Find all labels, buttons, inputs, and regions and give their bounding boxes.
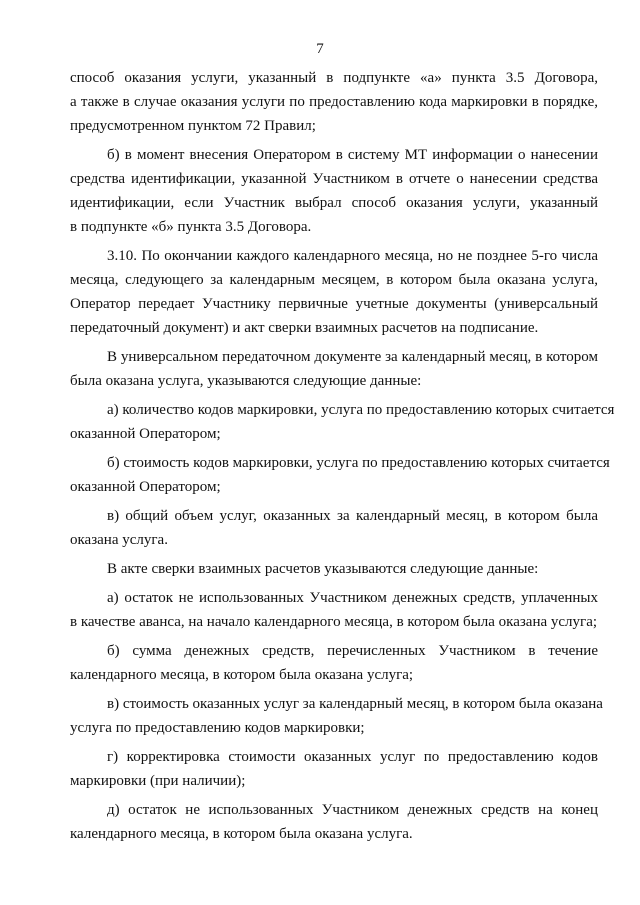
paragraph-upd-item-b bbox=[70, 451, 610, 499]
text-line: б) сумма денежных средств, перечисленных Участником в течение bbox=[107, 643, 598, 659]
paragraph-upd-item-v bbox=[70, 504, 598, 552]
paragraph-act-item-b bbox=[70, 639, 598, 687]
text-line: маркировки (при наличии); bbox=[70, 773, 246, 789]
text-line: 3.10. По окончании каждого календарного месяца, но не позднее 5-го числа bbox=[107, 248, 598, 264]
text-line: д) остаток не использованных Участником денежных средств на конец bbox=[107, 802, 598, 818]
page-number: 7 bbox=[316, 41, 324, 57]
text-line: б) стоимость кодов маркировки, услуга по предоставлению которых считается bbox=[107, 455, 610, 471]
text-line: а также в случае оказания услуги по предоставлению кода маркировки в порядке, bbox=[70, 94, 598, 110]
text-line: идентификации, если Участник выбрал способ оказания услуги, указанный bbox=[70, 195, 598, 211]
text-line: в) общий объем услуг, оказанных за календарный месяц, в котором была bbox=[107, 508, 598, 524]
text-line: календарного месяца, в котором была оказана услуга. bbox=[70, 826, 413, 842]
text-line: предусмотренном пунктом 72 Правил; bbox=[70, 118, 316, 134]
text-line: календарного месяца, в котором была оказана услуга; bbox=[70, 667, 414, 683]
text-line: оказанной Оператором; bbox=[70, 426, 221, 442]
paragraph-act-item-d bbox=[70, 798, 598, 846]
text-line: г) корректировка стоимости оказанных услуг по предоставлению кодов bbox=[107, 749, 598, 765]
paragraph-clause-3-10 bbox=[70, 244, 598, 340]
paragraph-upd-intro bbox=[70, 345, 598, 393]
paragraph-act-item-v bbox=[70, 692, 603, 740]
text-line: передаточный документ) и акт сверки взаимных расчетов на подписание. bbox=[70, 320, 539, 336]
text-line: в качестве аванса, на начало календарного месяца, в котором была оказана услуга; bbox=[70, 614, 598, 630]
text-line: услуга по предоставлению кодов маркировки; bbox=[70, 720, 365, 736]
text-line: а) количество кодов маркировки, услуга по предоставлению которых считается bbox=[107, 402, 615, 418]
text-line: в подпункте «б» пункта 3.5 Договора. bbox=[70, 219, 312, 235]
text-line: а) остаток не использованных Участником денежных средств, уплаченных bbox=[107, 590, 598, 606]
text-line: способ оказания услуги, указанный в подпункте «а» пункта 3.5 Договора, bbox=[70, 70, 598, 86]
text-line: б) в момент внесения Оператором в систему МТ информации о нанесении bbox=[107, 147, 598, 163]
paragraph-upd-item-a bbox=[70, 398, 615, 446]
text-line: оказанной Оператором; bbox=[70, 479, 221, 495]
text-line: Оператор передает Участнику первичные учетные документы (универсальный bbox=[70, 296, 598, 312]
text-line: средства идентификации, указанной Участником в отчете о нанесении средства bbox=[70, 171, 598, 187]
text-line: В универсальном передаточном документе за календарный месяц, в котором bbox=[107, 349, 598, 365]
text-line: в) стоимость оказанных услуг за календарный месяц, в котором была оказана bbox=[107, 696, 603, 712]
paragraph-act-item-a bbox=[70, 586, 598, 634]
paragraph-item-b bbox=[70, 143, 598, 239]
paragraph-act-item-g bbox=[70, 745, 598, 793]
text-line: оказана услуга. bbox=[70, 532, 168, 548]
document-body bbox=[70, 66, 615, 846]
paragraph-continuation bbox=[70, 66, 598, 138]
text-line: была оказана услуга, указываются следующие данные: bbox=[70, 373, 422, 389]
text-line: В акте сверки взаимных расчетов указываются следующие данные: bbox=[107, 561, 539, 577]
text-line: месяца, следующего за календарным месяцем, в котором была оказана услуга, bbox=[70, 272, 598, 288]
paragraph-act-intro bbox=[70, 557, 598, 581]
